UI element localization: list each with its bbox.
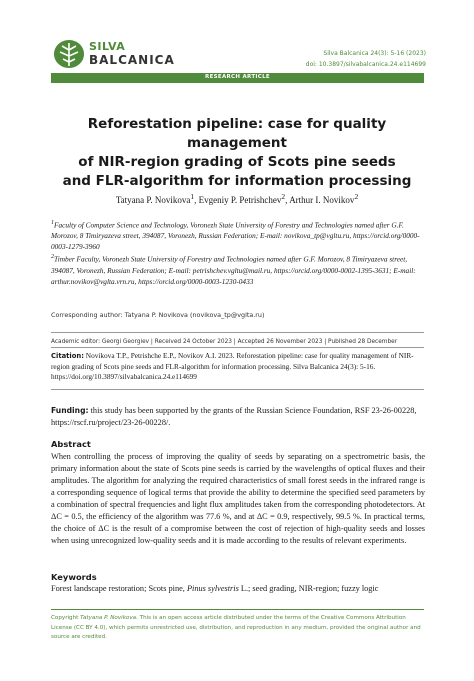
logo-word-silva: SILVA — [89, 40, 126, 53]
author-list — [55, 192, 419, 205]
author-name: Evgeniy P. Petrishchev — [198, 195, 282, 205]
article-title — [55, 115, 419, 191]
title-line-2: of NIR-region grading of Scots pine seeds — [78, 154, 396, 170]
keywords-part: Forest landscape restoration; Scots pine, — [51, 584, 187, 593]
affiliation-mark: 1 — [51, 220, 55, 226]
affiliation-1 — [51, 218, 425, 252]
journal-reference — [306, 48, 426, 70]
copyright-holder: Tatyana P. Novikova. — [80, 615, 138, 621]
section-banner — [51, 73, 424, 83]
funding-text: this study has been supported by the grants of the Russian Science Foundation, RSF 23-26-00228, https://rscf.ru/project/23-26-00228/. — [51, 406, 417, 427]
affiliation-mark: 2 — [51, 254, 55, 261]
title-line-1: Reforestation pipeline: case for quality management — [87, 116, 387, 151]
divider — [51, 389, 424, 390]
author-affiliation-mark: 2 — [354, 192, 359, 201]
abstract-heading: Abstract — [51, 439, 91, 449]
keywords-species: Pinus sylvestris — [186, 584, 239, 593]
keywords-heading: Keywords — [51, 572, 97, 582]
keywords-part: L.; seed grading, NIR-region; fuzzy logic — [238, 584, 379, 593]
author-affiliation-mark: 1 — [190, 192, 195, 201]
copyright-prefix: Copyright — [51, 615, 81, 621]
affiliation-text: Timber Faculty, Voronezh State University of Forestry and Technologies named after G.F. Morozov, 8 Timiryazeva street, 394087, Voronezh, Russian Federation; E-mail: petrishchev.vgltu@mail.ru, https://orcid.org/0000-0002-1395-3631; E-mail: arthur.novikov@vglta.vrn.ru, https://orcid.org/0000-0003-1230-0433 — [51, 254, 416, 286]
affiliation-2 — [51, 252, 425, 286]
author-affiliation-mark: 2 — [281, 192, 286, 201]
funding-label: Funding: — [51, 406, 89, 415]
copyright-text: This is an open access article distributed under the terms of the Creative Commons Attribution License (CC BY 4.0), which permits unrestricted use, distribution, and reproduction in any medium, provided the original author and source are credited. — [51, 615, 421, 640]
leaf-logo-icon — [51, 38, 87, 70]
copyright-notice — [51, 614, 425, 643]
keywords-text — [51, 584, 425, 593]
logo-word-balcanica: BALCANICA — [89, 53, 175, 67]
corresponding-author: Corresponding author: Tatyana P. Novikova (novikova_tp@vglta.ru) — [51, 311, 265, 319]
author-separator: , — [285, 195, 290, 205]
citation-block — [51, 351, 425, 383]
section-label: RESEARCH ARTICLE — [205, 74, 270, 80]
title-line-3: and FLR-algorithm for information processing — [62, 173, 412, 189]
divider — [51, 347, 424, 348]
funding-block — [51, 405, 425, 429]
affiliations — [51, 218, 425, 287]
journal-logo — [51, 38, 175, 70]
author-name: Arthur I. Novikov — [289, 195, 355, 205]
editorial-dates: Academic editor: Georgi Georgiev | Received 24 October 2023 | Accepted 26 November 2023 | Published 28 December — [51, 339, 398, 345]
journal-issue: Silva Balcanica 24(3): 5-16 (2023) — [323, 50, 426, 57]
author-name: Tatyana P. Novikova — [115, 195, 191, 205]
citation-label: Citation: — [51, 352, 84, 360]
author-separator: , — [194, 195, 199, 205]
divider — [51, 609, 424, 610]
abstract-text: When controlling the process of improving the quality of seeds by separating on a spectrometric basis, the primary information about the state of Scots pine seeds is carried by the wavelengths of optical fluxes and their amplitudes. The algorithm for analyzing the required characteristics of small forest seeds in the infrared range is a corresponding sequence of logical terms that provide the ability to determine the specified seed parameters by a combination of spectral frequencies and light flux amplitudes taken from the corresponding photodetectors. At ΔC = 0.5, the efficiency of the algorithm was 77.6 %, and at ΔC = 0.9, respectively, 99.5 %. In practical terms, the choice of ΔC is the result of a compromise between the cost of rejection of high-quality seeds and losses when using unrecognized low-quality seeds and it is made according to the results of relevant experiments. — [51, 452, 425, 545]
journal-doi[interactable]: doi: 10.3897/silvabalcanica.24.e114699 — [305, 61, 426, 68]
citation-text: Novikova T.P., Petrishche E.P., Novikov A.I. 2023. Reforestation pipeline: case for quality management of NIR-region grading of Scots pine seeds and FLR-algorithm for information processing. Silva Balcanica 24(3): 5-16. https://doi.org/10.3897/silvabalcanica.24.e114699 — [51, 351, 414, 381]
affiliation-text: Faculty of Computer Science and Technology, Voronezh State University of Forestry and Technologies named after G.F. Morozov, 8 Timiryazeva street, 394087, Voronezh, Russian Federation; E-mail: novikova_tp@vgltu.ru, https://orcid.org/0000-0003-1279-3960 — [51, 220, 420, 252]
divider — [51, 332, 424, 333]
